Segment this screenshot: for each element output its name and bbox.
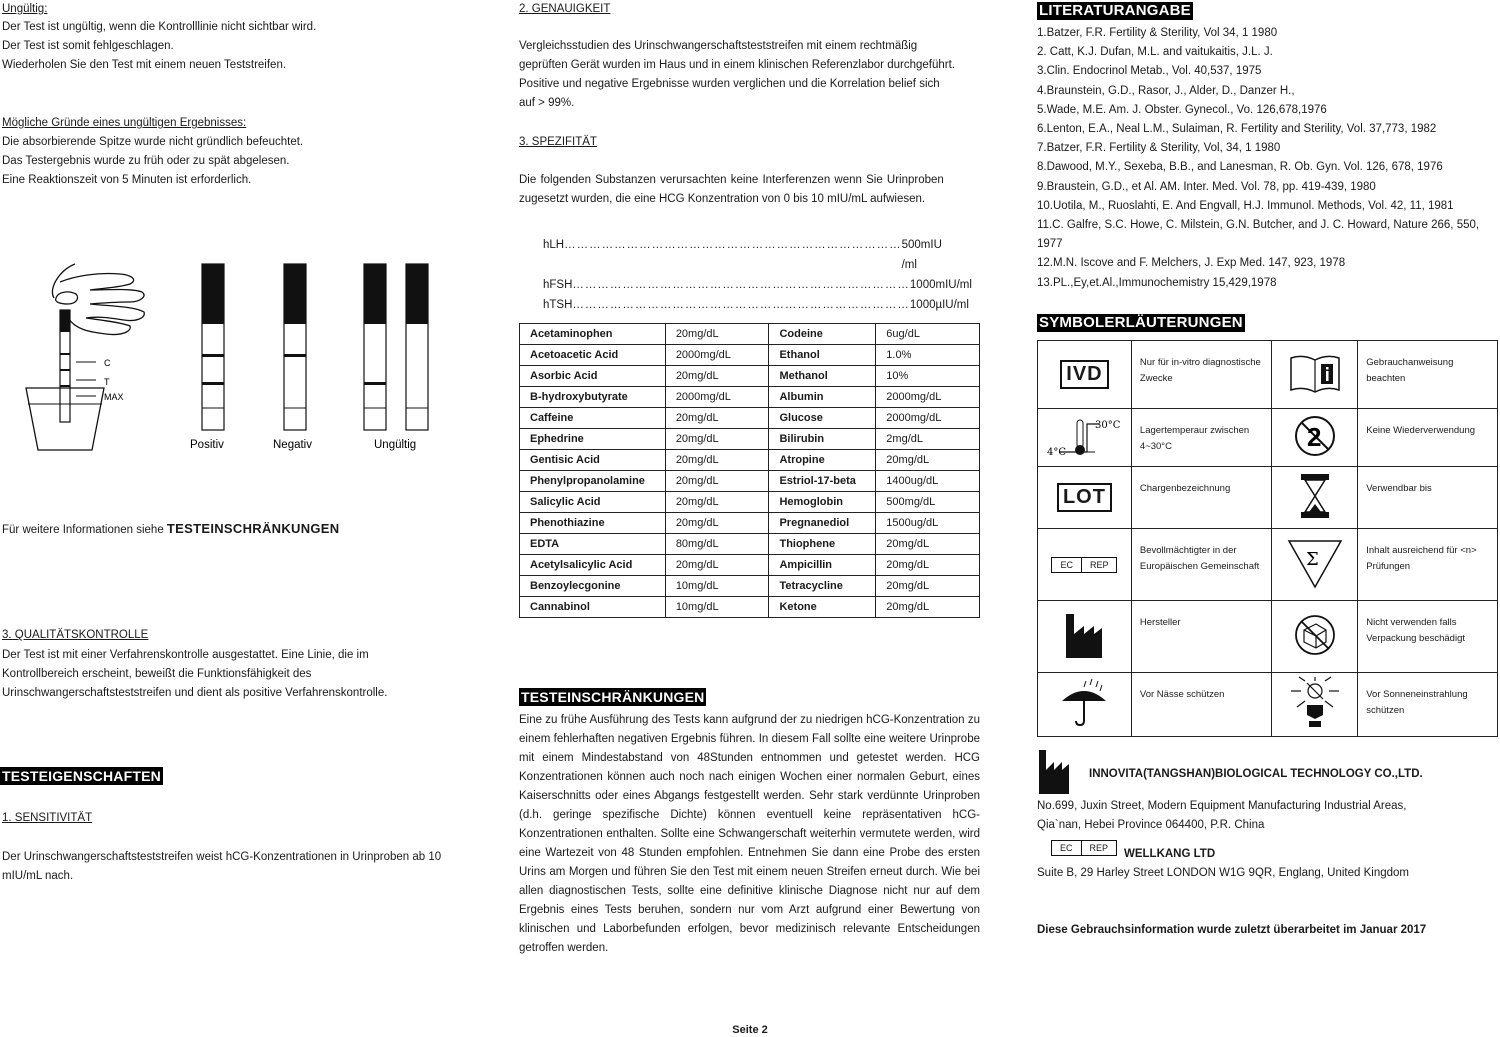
substance-concentration: 1400ug/dL — [876, 471, 980, 492]
literature-item: 3.Clin. Endocrinol Metab., Vol. 40,537, 1975 — [1037, 65, 1262, 78]
accuracy-line: Positive und negative Ergebnisse wurden verglichen und die Korrelation belief sich — [519, 78, 940, 90]
substance-name: Acetaminophen — [520, 324, 666, 345]
substance-name: Acetylsalicylic Acid — [520, 555, 666, 576]
substance-name: Phenylpropanolamine — [520, 471, 666, 492]
factory-icon — [1064, 610, 1104, 660]
substance-name: Methanol — [769, 366, 876, 387]
substance-concentration: 2000mg/dL — [665, 345, 769, 366]
negative-strip — [284, 264, 306, 430]
substance-row — [520, 408, 980, 429]
substance-row — [520, 366, 980, 387]
thermometer-icon — [1039, 412, 1129, 460]
substance-concentration: 20mg/dL — [876, 534, 980, 555]
accuracy-line: auf > 99%. — [519, 97, 575, 109]
substance-concentration: 1500ug/dL — [876, 513, 980, 534]
literature-item: 6.Lenton, E.A., Neal L.M., Sulaiman, R. Fertility and Sterility, Vol. 37,773, 1982 — [1037, 123, 1437, 136]
symbol-row — [1038, 409, 1498, 467]
substance-concentration: 80mg/dL — [665, 534, 769, 555]
substance-concentration: 20mg/dL — [665, 408, 769, 429]
svg-text:4°C: 4°C — [1047, 447, 1067, 458]
keep-dry-text: Vor Nässe schützen — [1131, 673, 1272, 737]
symbol-row — [1038, 467, 1498, 529]
expiry-text: Verwendbar bis — [1358, 467, 1498, 529]
manufacturer-text: Hersteller — [1131, 601, 1272, 673]
sufficient-tests-icon — [1285, 535, 1345, 591]
literature-list — [1037, 24, 1479, 293]
ivd-icon: IVD — [1060, 360, 1108, 389]
substance-row — [520, 492, 980, 513]
substance-name: Benzoylecgonine — [520, 576, 666, 597]
label-c: C — [104, 358, 111, 368]
substance-name: Ethanol — [769, 345, 876, 366]
lot-symbol — [1038, 467, 1132, 529]
substance-name: Ketone — [769, 597, 876, 618]
substance-concentration: 20mg/dL — [665, 471, 769, 492]
substance-concentration: 1.0% — [876, 345, 980, 366]
ec-rep-text: Bevollmächtigter in der Europäischen Gemeinschaft — [1131, 529, 1272, 601]
page-number: Seite 2 — [732, 1024, 768, 1036]
substance-row — [520, 345, 980, 366]
substance-row — [520, 534, 980, 555]
substance-concentration: 500mg/dL — [876, 492, 980, 513]
literature-item: 1.Batzer, F.R. Fertility & Sterility, Vol 34, 1 1980 — [1037, 27, 1278, 39]
manual-text: Gebrauchanweisung beachten — [1358, 341, 1498, 409]
substance-name: Caffeine — [520, 408, 666, 429]
lot-text: Chargenbezeichnung — [1131, 467, 1272, 529]
test-properties-heading: TESTEIGENSCHAFTEN — [2, 768, 161, 784]
positive-strip — [202, 264, 224, 430]
literature-item: 9.Braustein, G.D., et Al. AM. Inter. Med. Vol. 78, pp. 419-439, 1980 — [1037, 180, 1376, 193]
label-invalid: Ungültig — [374, 439, 417, 451]
substance-row — [520, 324, 980, 345]
substance-name: Codeine — [769, 324, 876, 345]
substance-row — [520, 387, 980, 408]
reason-line: Das Testergebnis wurde zu früh oder zu spät abgelesen. — [2, 155, 290, 167]
substance-name: Ampicillin — [769, 555, 876, 576]
accuracy-line: Vergleichsstudien des Urinschwangerschaftsteststreifen mit einem rechtmäßig — [519, 40, 918, 52]
substance-name: Phenothiazine — [520, 513, 666, 534]
ec-rep-address: Suite B, 29 Harley Street LONDON W1G 9QR, Englang, United Kingdom — [1037, 867, 1409, 879]
damaged-symbol — [1272, 601, 1358, 673]
substance-row — [520, 471, 980, 492]
svg-text:Σ: Σ — [1305, 549, 1319, 570]
manufacturer-address: No.699, Juxin Street, Modern Equipment Manufacturing Industrial Areas, — [1037, 800, 1407, 812]
substance-concentration: 2mg/dL — [876, 429, 980, 450]
symbol-row — [1038, 529, 1498, 601]
substance-name: B-hydroxybutyrate — [520, 387, 666, 408]
literature-item: 10.Uotila, M., Ruoslahti, E. And Engvall, H.J. Immunol. Methods, Vol. 42, 11, 1981 — [1037, 199, 1454, 212]
substance-concentration: 10mg/dL — [665, 597, 769, 618]
label-t: T — [104, 377, 110, 387]
svg-text:30°C: 30°C — [1095, 420, 1121, 431]
manufacturer-symbol — [1038, 601, 1132, 673]
hourglass-icon — [1295, 472, 1335, 520]
literature-item: 13.PL.,Ey,et.Al.,Immunochemistry 15,429,1978 — [1037, 276, 1277, 289]
substance-name: Atropine — [769, 450, 876, 471]
sunlight-symbol — [1272, 673, 1358, 737]
literature-item: 5.Wade, M.E. Am. J. Obster. Gynecol., Vo. 126,678,1976 — [1037, 103, 1327, 116]
substance-name: EDTA — [520, 534, 666, 555]
ec-rep-icon: EC REP — [1051, 557, 1117, 573]
accuracy-title: 2. GENAUIGKEIT — [519, 3, 611, 15]
lot-icon: LOT — [1057, 483, 1112, 512]
invalid-line: Der Test ist somit fehlgeschlagen. — [2, 40, 174, 52]
temperature-text: Lagertemperaur zwischen 4~30°C — [1131, 409, 1272, 467]
substance-concentration: 20mg/dL — [665, 324, 769, 345]
substance-name: Tetracycline — [769, 576, 876, 597]
invalid-strips — [364, 264, 428, 430]
limitations-heading: TESTEINSCHRÄNKUNGEN — [521, 689, 705, 705]
symbols-heading: SYMBOLERLÄUTERUNGEN — [1039, 314, 1243, 331]
substance-row — [520, 555, 980, 576]
substance-table — [519, 323, 980, 618]
substance-concentration: 20mg/dL — [665, 492, 769, 513]
substance-name: Cannabinol — [520, 597, 666, 618]
manufacturer-name: INNOVITA(TANGSHAN)BIOLOGICAL TECHNOLOGY CO.,LTD. — [1089, 768, 1423, 780]
sigma-text: Inhalt ausreichend für <n> Prüfungen — [1358, 529, 1498, 601]
substance-name: Hemoglobin — [769, 492, 876, 513]
sensitivity-title: 1. SENSITIVITÄT — [2, 812, 93, 824]
instructions-book-icon — [1287, 352, 1343, 394]
specificity-title: 3. SPEZIFITÄT — [519, 136, 597, 148]
ivd-text: Nur für in-vitro diagnostische Zwecke — [1131, 341, 1272, 409]
sunlight-icon — [1287, 675, 1343, 731]
substance-concentration: 20mg/dL — [665, 429, 769, 450]
symbol-row — [1038, 341, 1498, 409]
substance-row — [520, 429, 980, 450]
substance-concentration: 6ug/dL — [876, 324, 980, 345]
literature-item: 7.Batzer, F.R. Fertility & Sterility, Vol, 34, 1 1980 — [1037, 142, 1281, 155]
substance-name: Salicylic Acid — [520, 492, 666, 513]
label-negative: Negativ — [273, 439, 312, 451]
substance-row — [520, 513, 980, 534]
substance-name: Ephedrine — [520, 429, 666, 450]
hormone-list — [543, 235, 972, 315]
svg-text:2: 2 — [1306, 422, 1322, 452]
sensitivity-line: mIU/mL nach. — [2, 870, 74, 882]
substance-name: Gentisic Acid — [520, 450, 666, 471]
substance-concentration: 20mg/dL — [876, 576, 980, 597]
substance-concentration: 20mg/dL — [876, 597, 980, 618]
qc-title: 3. QUALITÄTSKONTROLLE — [2, 629, 149, 641]
literature-item: 1977 — [1037, 238, 1063, 251]
literature-heading: LITERATURANGABE — [1039, 2, 1191, 19]
keep-dry-symbol — [1038, 673, 1132, 737]
reasons-title: Mögliche Gründe eines ungültigen Ergebnisses: — [2, 117, 247, 129]
expiry-symbol — [1272, 467, 1358, 529]
more-info-line: Für weitere Informationen siehe TESTEINSCHRÄNKUNGEN — [2, 521, 340, 536]
sunlight-text: Vor Sonneneinstrahlung schützen — [1358, 673, 1498, 737]
hormone-row: hFSH ……………………………………………………………………… 1000mIU/ml — [543, 279, 972, 291]
manufacturer-address: Qia`nan, Hebei Province 064400, P.R. China — [1037, 819, 1265, 831]
substance-name: Glucose — [769, 408, 876, 429]
literature-item: 4.Braunstein, G.D., Rasor, J., Alder, D., Danzer H., — [1037, 84, 1295, 97]
hormone-row: hLH ……………………………………………………………………… 500mIU /ml — [543, 239, 942, 271]
ec-rep-symbol — [1038, 529, 1132, 601]
substance-row — [520, 597, 980, 618]
substance-concentration: 20mg/dL — [665, 450, 769, 471]
invalid-line: Der Test ist ungültig, wenn die Kontrolllinie nicht sichtbar wird. — [2, 21, 317, 33]
no-reuse-symbol — [1272, 409, 1358, 467]
symbol-row — [1038, 601, 1498, 673]
substance-name: Pregnanediol — [769, 513, 876, 534]
label-positive: Positiv — [190, 439, 224, 451]
literature-item: 2. Catt, K.J. Dufan, M.L. and vaitukaitis, J.L. J. — [1037, 46, 1273, 59]
substance-concentration: 20mg/dL — [665, 555, 769, 576]
ec-rep-badge: EC REP — [1051, 840, 1117, 856]
symbols-table — [1037, 340, 1498, 737]
invalid-title: Ungültig: — [2, 3, 48, 15]
temperature-symbol — [1038, 409, 1132, 467]
manufacturer-factory-icon — [1037, 748, 1071, 796]
substance-concentration: 20mg/dL — [665, 513, 769, 534]
no-reuse-text: Keine Wiederverwendung — [1358, 409, 1498, 467]
damaged-package-icon — [1292, 612, 1338, 658]
reason-line: Die absorbierende Spitze wurde nicht gründlich befeuchtet. — [2, 136, 304, 148]
substance-concentration: 2000mg/dL — [665, 387, 769, 408]
specificity-line: zugesetzt wurden, die eine HCG Konzentration von 0 bis 10 mIU/mL aufwiesen. — [519, 193, 926, 205]
sensitivity-line: Der Urinschwangerschaftsteststreifen weist hCG-Konzentrationen in Urinproben ab 10 — [2, 851, 442, 863]
umbrella-icon — [1056, 677, 1112, 729]
limitations-text: Eine zu frühe Ausführung des Tests kann aufgrund der zu niedrigen hCG-Konzentration zu einem fehlerhaften negativen Ergebnis führen. In diesem Fall sollte eine weitere Urinprobe mit einem Mindestabstand von 48Stunden entnommen und getestet werden. HCG Konzentrationen können auch noch nach einigen Wochen einer normalen Geburt, eines Kaiserschnitts oder eines Abgangs festgestellt werden. Sehr stark verdünnte Urinproben (d.h. geringe spezifische Dichte) können eventuell keine repräsentativen hCG-Konzentrationen enthalten. Sollte eine Schwangerschaft weiterhin vermutete werden, wird eine Wartezeit von 48 Stunden empfohlen. Entnehmen Sie dann eine Probe des ersten Urins am Morgen und führen Sie den Test mit einem neuen Streifen erneut durch. Wie bei allen diagnostischen Tests, sollte eine definitive klinische Diagnose nicht nur auf dem Ergebnis eines Tests beruhen, sondern nur vom Arzt aufgrund einer Bewertung von klinischen und Laborbefunden erfolgen, bevor medizinisch relevante Entscheidungen getroffen werden. — [519, 714, 980, 954]
damaged-text: Nicht verwenden falls Verpackung beschädigt — [1358, 601, 1498, 673]
label-max: MAX — [104, 392, 124, 402]
substance-row — [520, 450, 980, 471]
substance-concentration: 10mg/dL — [665, 576, 769, 597]
substance-name: Thiophene — [769, 534, 876, 555]
literature-item: 8.Dawood, M.Y., Sexeba, B.B., and Lanesman, R. Ob. Gyn. Vol. 126, 678, 1976 — [1037, 161, 1443, 174]
substance-name: Bilirubin — [769, 429, 876, 450]
substance-concentration: 10% — [876, 366, 980, 387]
qc-line: Kontrollbereich erscheint, beweißt die Funktionsfähigkeit des — [2, 668, 312, 680]
substance-name: Asorbic Acid — [520, 366, 666, 387]
hormone-row: hTSH ……………………………………………………………………… 1000µIU/ml — [543, 299, 969, 311]
test-procedure-figure — [20, 258, 440, 468]
substance-name: Acetoacetic Acid — [520, 345, 666, 366]
qc-line: Urinschwangerschaftsteststreifen und dient als positive Verfahrenskontrolle. — [2, 687, 388, 699]
qc-line: Der Test ist mit einer Verfahrenskontrolle ausgestattet. Eine Linie, die im — [2, 649, 369, 661]
substance-concentration: 20mg/dL — [876, 555, 980, 576]
substance-concentration: 20mg/dL — [876, 450, 980, 471]
substance-concentration: 20mg/dL — [665, 366, 769, 387]
literature-item: 11.C. Galfre, S.C. Howe, C. Milstein, G.N. Butcher, and J. C. Howard, Nature 266, 550, — [1037, 219, 1480, 232]
substance-name: Estriol-17-beta — [769, 471, 876, 492]
ec-rep-name: WELLKANG LTD — [1124, 848, 1216, 860]
accuracy-line: geprüften Gerät wurden im Haus und in einem klinischen Referenzlabor durchgeführt. — [519, 59, 955, 71]
do-not-reuse-icon — [1292, 413, 1338, 459]
substance-name: Albumin — [769, 387, 876, 408]
symbol-row — [1038, 673, 1498, 737]
substance-concentration: 2000mg/dL — [876, 408, 980, 429]
ivd-symbol — [1038, 341, 1132, 409]
invalid-line: Wiederholen Sie den Test mit einem neuen Teststreifen. — [2, 59, 287, 71]
sigma-symbol — [1272, 529, 1358, 601]
substance-row — [520, 576, 980, 597]
revision-note: Diese Gebrauchsinformation wurde zuletzt überarbeitet im Januar 2017 — [1037, 924, 1427, 936]
specificity-line: Die folgenden Substanzen verursachten keine Interferenzen wenn Sie Urinproben — [519, 174, 944, 186]
more-info-ref: TESTEINSCHRÄNKUNGEN — [166, 521, 340, 536]
reason-line: Eine Reaktionszeit von 5 Minuten ist erforderlich. — [2, 174, 252, 186]
manual-symbol — [1272, 341, 1358, 409]
substance-concentration: 2000mg/dL — [876, 387, 980, 408]
literature-item: 12.M.N. Iscove and F. Melchers, J. Exp Med. 147, 923, 1978 — [1037, 257, 1346, 270]
